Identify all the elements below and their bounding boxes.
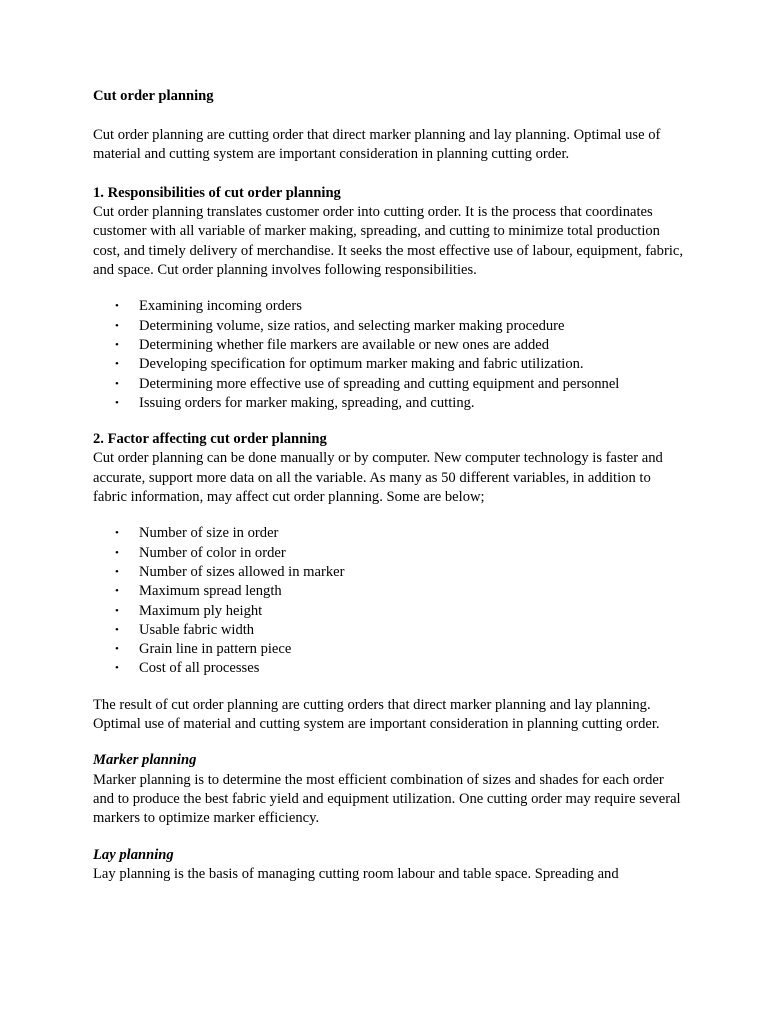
bullet-icon: • — [115, 319, 119, 332]
list-item: • Maximum ply height — [93, 602, 683, 621]
bullet-icon: • — [115, 358, 119, 371]
list-item: • Determining more effective use of spreading and cutting equipment and personnel — [93, 375, 683, 394]
marker-planning-body: Marker planning is to determine the most efficient combination of sizes and shades for each order and to produce the best fabric yield and equipment utilization. One cutting order may require several markers to optimize marker efficiency. — [93, 771, 681, 827]
lay-planning-body: Lay planning is the basis of managing cutting room labour and table space. Spreading and — [93, 865, 619, 882]
document-page — [93, 87, 683, 884]
section2-body: Cut order planning can be done manually or by computer. New computer technology is faster and accurate, support more data on all the variable. As many as 50 different variables, in addition to fabric information, may affect cut order planning. Some are below; — [93, 450, 663, 506]
bullet-icon: • — [115, 377, 119, 390]
list-item: • Grain line in pattern piece — [93, 640, 683, 659]
bullet-icon: • — [115, 527, 119, 540]
list-item: • Number of color in order — [93, 544, 683, 563]
list-item: • Examining incoming orders — [93, 297, 683, 316]
bullet-icon: • — [115, 396, 119, 409]
section1-body: Cut order planning translates customer order into cutting order. It is the process that coordinates customer with all variable of marker making, spreading, and cutting to minimize total production cost, and timely delivery of merchandise. It seeks the most effective use of labour, equipment, fabric, and space. Cut order planning involves following responsibilities. — [93, 204, 683, 279]
section1-heading: 1. Responsibilities of cut order planning — [93, 184, 341, 201]
list-item: • Usable fabric width — [93, 621, 683, 640]
section1-bullet-list — [93, 297, 683, 413]
section2-heading: 2. Factor affecting cut order planning — [93, 431, 327, 448]
bullet-icon: • — [115, 662, 119, 675]
list-item: • Number of size in order — [93, 524, 683, 543]
bullet-icon: • — [115, 643, 119, 656]
page-title: Cut order planning — [93, 88, 214, 104]
list-item: • Developing specification for optimum marker making and fabric utilization. — [93, 355, 683, 374]
list-item: • Maximum spread length — [93, 582, 683, 601]
bullet-icon: • — [115, 300, 119, 313]
bullet-icon: • — [115, 604, 119, 617]
list-item: • Determining volume, size ratios, and selecting marker making procedure — [93, 317, 683, 336]
list-item: • Determining whether file markers are available or new ones are added — [93, 336, 683, 355]
result-paragraph: The result of cut order planning are cutting orders that direct marker planning and lay planning. Optimal use of material and cutting system are important consideration in planning cutting order. — [93, 696, 660, 733]
bullet-icon: • — [115, 546, 119, 559]
intro-paragraph: Cut order planning are cutting order that direct marker planning and lay planning. Optimal use of material and cutting system are important consideration in planning cutting order. — [93, 126, 661, 163]
bullet-icon: • — [115, 585, 119, 598]
bullet-icon: • — [115, 338, 119, 351]
section2-bullet-list — [93, 524, 683, 678]
list-item: • Number of sizes allowed in marker — [93, 563, 683, 582]
marker-planning-heading: Marker planning — [93, 752, 197, 769]
bullet-icon: • — [115, 623, 119, 636]
list-item: • Issuing orders for marker making, spreading, and cutting. — [93, 394, 683, 413]
lay-planning-heading: Lay planning — [93, 846, 174, 863]
bullet-icon: • — [115, 565, 119, 578]
list-item: • Cost of all processes — [93, 659, 683, 678]
